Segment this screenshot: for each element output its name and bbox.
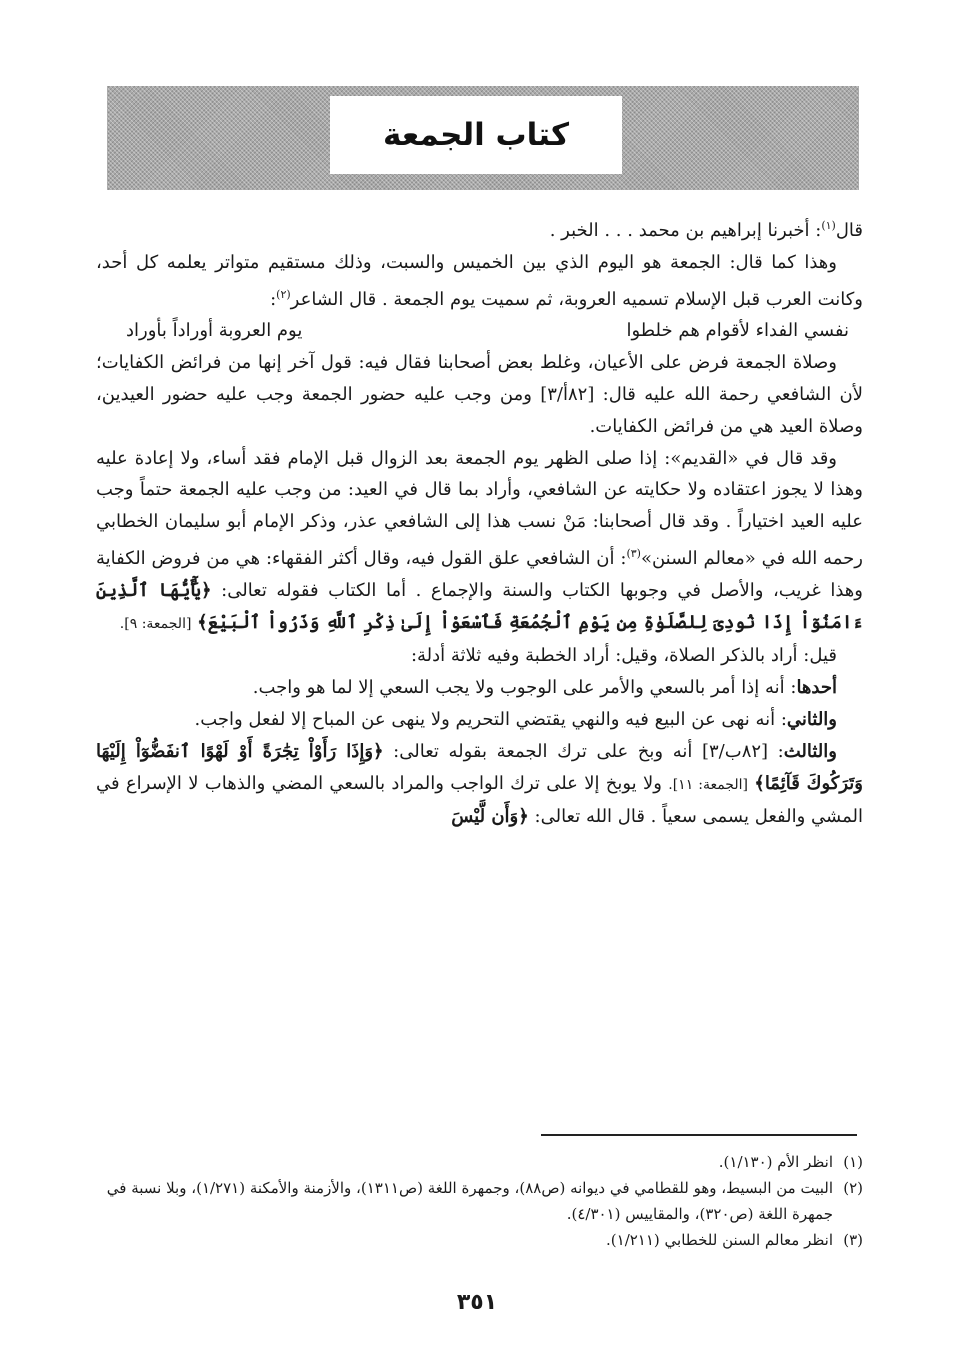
poetry-verse — [96, 315, 863, 347]
footnote-ref-3: (٣) — [626, 546, 641, 560]
quran-verse-2: ﴿وَإِذَا رَأَوْاْ تِجَٰرَةً أَوْ لَهْوًا ٱنفَضُّوٓاْ إِلَيْهَا وَتَرَكُوكَ قَآئِمًا﴾ — [96, 740, 863, 794]
point-label-second: والثاني — [786, 708, 837, 730]
header-box — [330, 96, 622, 174]
footnote-ref-2: (٢) — [276, 287, 291, 301]
main-text — [96, 210, 863, 833]
verse-second-hemistich: يوم العروبة أوراداً بأوراد — [126, 320, 303, 342]
footnote-item — [88, 1227, 863, 1253]
chapter-title: كتاب الجمعة — [383, 117, 569, 153]
footnote-number: (٢) — [843, 1179, 863, 1197]
point-label-third: والثالث — [783, 740, 837, 762]
footnotes — [88, 1149, 863, 1253]
footnote-text: البيت من البسيط، وهو للقطامي في ديوانه (ص٨٨)، وجمهرة اللغة (ص١٣١١)، والأزمنة والأمكنة (١/٢٧١)، وبلا نسبة في جمهرة اللغة (ص٣٢٠)، والمقاييس (٤/٣٠١). — [106, 1179, 833, 1223]
quran-reference-1: [الجمعة: ٩]. — [119, 615, 192, 632]
footnote-divider — [541, 1134, 857, 1136]
point-label-first: أحدها — [796, 677, 837, 699]
quran-reference-2: [الجمعة: ١١]. — [668, 776, 748, 793]
footnote-text: انظر الأم (١/١٣٠). — [718, 1153, 833, 1171]
footnote-item — [88, 1175, 863, 1227]
quran-verse-1: ﴿يَٰٓأَيُّهَا ٱلَّذِينَ ءَامَنُوٓاْ إِذَا نُودِىَ لِلصَّلَوٰةِ مِن يَوْمِ ٱلْجُمُعَةِ فَٱسْعَوْاْ إِلَىٰ ذِكْرِ ٱللَّهِ وَذَرُواْ ٱلْبَيْعَ﴾ — [96, 579, 863, 633]
paragraph-8: والثالث: [٨٢ب/٣] أنه وبخ على ترك الجمعة بقوله تعالى: ﴿وَإِذَا رَأَوْاْ تِجَٰرَةً أَوْ لَهْوًا ٱنفَضُّوٓاْ إِلَيْهَا وَتَرَكُوكَ قَآئِمًا﴾ [الجمعة: ١١]. ولا يوبخ إلا على ترك الواجب والمراد بالسعي المضي والذهاب لا الإسراع في المشي والفعل يسمى سعياً . قال الله تعالى: ﴿وَأَن لَّيْسَ — [96, 740, 863, 828]
quran-verse-3: ﴿وَأَن لَّيْسَ — [451, 806, 529, 828]
footnote-item — [88, 1149, 863, 1175]
paragraph-7: والثاني: أنه نهى عن البيع فيه والنهي يقتضي التحريم ولا ينهى عن المباح إلا لفعل واجب. — [194, 708, 837, 730]
page-number: ٣٥١ — [456, 1290, 498, 1315]
paragraph-5: قيل: أراد بالذكر الصلاة، وقيل: أراد الخطبة وفيه ثلاثة أدلة: — [410, 645, 837, 667]
paragraph-2: وهذا كما قال: الجمعة هو اليوم الذي بين الخميس والسبت، وذلك مستقيم متواتر يعلمه كل أحد، وكانت العرب قبل الإسلام تسميه العروبة، ثم سميت يوم الجمعة . قال الشاعر$^{(٢)}$: — [96, 251, 863, 310]
paragraph-4: وقد قال في «القديم»: إذا صلى الظهر يوم الجمعة بعد الزوال قبل الإمام فقد أساء، ولا إعادة عليه وهذا لا يجوز اعتقاده ولا حكايته عن الشافعي، وأراد بما قال في العيد: من وجب عليه الجمعة حتماً وجب عليه العيد اختياراً . وقد قال أصحابنا: مَنْ نسب هذا إلى الشافعي عذر، وذكر الإمام أبو سليمان الخطابي رحمه الله في «معالم السنن»$^{(٣)}$: أن الشافعي علق القول فيه، وقال أكثر الفقهاء: هي من فروض الكفاية وهذا غريب، والأصل في وجوبها الكتاب والسنة والإجماع . أما الكتاب فقوله تعالى: ﴿يَٰٓأَيُّهَا ٱلَّذِينَ ءَامَنُوٓاْ إِذَا نُودِىَ لِلصَّلَوٰةِ مِن يَوْمِ ٱلْجُمُعَةِ فَٱسْعَوْاْ إِلَىٰ ذِكْرِ ٱللَّهِ وَذَرُواْ ٱلْبَيْعَ﴾ [الجمعة: ٩]. — [96, 447, 863, 633]
footnote-text: انظر معالم السنن للخطابي (١/٢١١). — [606, 1231, 833, 1249]
footnote-ref-1: (١) — [821, 219, 836, 232]
paragraph-3: وصلاة الجمعة فرض على الأعيان، وغلط بعض أصحابنا فقال فيه: قول آخر إنها من فرائض الكفايات؛ لأن الشافعي رحمة الله عليه قال: [٨٢أ/٣] ومن وجب عليه حضور الجمعة وجب عليه حضور العيدين، وصلاة العيد هي من فرائض الكفايات. — [96, 352, 863, 437]
paragraph-6: أحدها: أنه إذا أمر بالسعي والأمر على الوجوب ولا يجب السعي إلا لما هو واجب. — [252, 677, 837, 699]
paragraph-1: قال$^{(١)}$: أخبرنا إبراهيم بن محمد . . . الخبر . — [549, 219, 863, 241]
verse-first-hemistich: نفسي الفداء لأقوام هم خلطوا — [626, 320, 849, 342]
footnote-number: (١) — [843, 1153, 863, 1171]
footnote-number: (٣) — [843, 1231, 863, 1249]
